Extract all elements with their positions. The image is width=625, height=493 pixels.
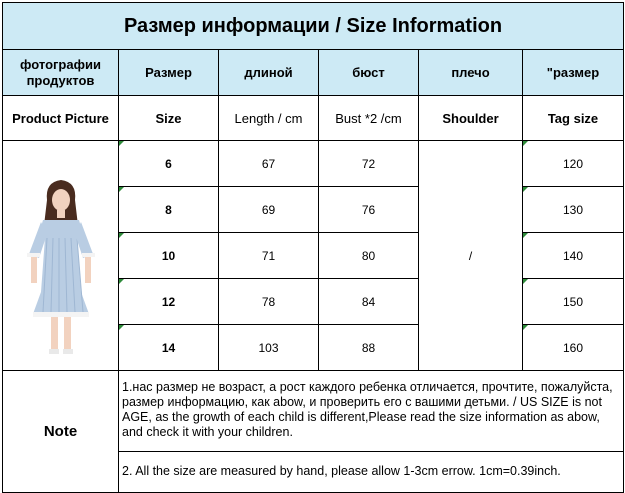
size-cell: 14 — [119, 325, 219, 371]
corner-marker — [523, 279, 528, 284]
corner-marker — [523, 233, 528, 238]
length-cell: 67 — [219, 141, 319, 187]
note-row — [3, 371, 624, 452]
shoulder-cell: / — [419, 141, 523, 371]
size-table — [2, 2, 624, 493]
bust-cell: 80 — [319, 233, 419, 279]
size-cell: 8 — [119, 187, 219, 233]
size-cell: 10 — [119, 233, 219, 279]
note-text-1: 1.нас размер не возраст, а рост каждого ребенка отличается, прочтите, пожалуйста, размер информацию, как abow, и проверить его с вашими детьми. / US SIZE is not AGE, as the growth of each child is different,Please read the size information as abow, and check it with your children. — [119, 371, 624, 452]
corner-marker — [523, 141, 528, 146]
corner-marker — [119, 233, 124, 238]
note-text-2: 2. All the size are measured by hand, please allow 1-3cm errow. 1cm=0.39inch. — [119, 452, 624, 493]
corner-marker — [523, 187, 528, 192]
header-ru-product-picture: фотографии продуктов — [3, 50, 119, 96]
header-en-product-picture: Product Picture — [3, 96, 119, 141]
tag-size-cell: 160 — [523, 325, 624, 371]
header-en-shoulder: Shoulder — [419, 96, 523, 141]
corner-marker — [523, 325, 528, 330]
bust-cell: 76 — [319, 187, 419, 233]
header-ru-bust: бюст — [319, 50, 419, 96]
header-ru-tag-size: "размер — [523, 50, 624, 96]
tag-size-cell: 130 — [523, 187, 624, 233]
header-ru-size: Размер — [119, 50, 219, 96]
corner-marker — [119, 279, 124, 284]
size-cell: 6 — [119, 141, 219, 187]
corner-marker — [119, 325, 124, 330]
note-label: Note — [3, 371, 119, 493]
length-cell: 103 — [219, 325, 319, 371]
bust-cell: 72 — [319, 141, 419, 187]
header-en-tag-size: Tag size — [523, 96, 624, 141]
corner-marker — [119, 141, 124, 146]
tag-size-cell: 150 — [523, 279, 624, 325]
tag-size-cell: 140 — [523, 233, 624, 279]
length-cell: 78 — [219, 279, 319, 325]
header-en-length: Length / cm — [219, 96, 319, 141]
tag-size-cell: 120 — [523, 141, 624, 187]
girl-dress-image — [5, 142, 117, 370]
length-cell: 71 — [219, 233, 319, 279]
header-en-bust: Bust *2 /cm — [319, 96, 419, 141]
length-cell: 69 — [219, 187, 319, 233]
product-photo — [5, 142, 117, 370]
table-title: Размер информации / Size Information — [3, 3, 624, 50]
header-ru-shoulder: плечо — [419, 50, 523, 96]
corner-marker — [119, 187, 124, 192]
product-picture-cell — [3, 141, 119, 371]
size-cell: 12 — [119, 279, 219, 325]
bust-cell: 88 — [319, 325, 419, 371]
header-en-size: Size — [119, 96, 219, 141]
bust-cell: 84 — [319, 279, 419, 325]
header-ru-length: длиной — [219, 50, 319, 96]
table-row — [3, 141, 624, 187]
